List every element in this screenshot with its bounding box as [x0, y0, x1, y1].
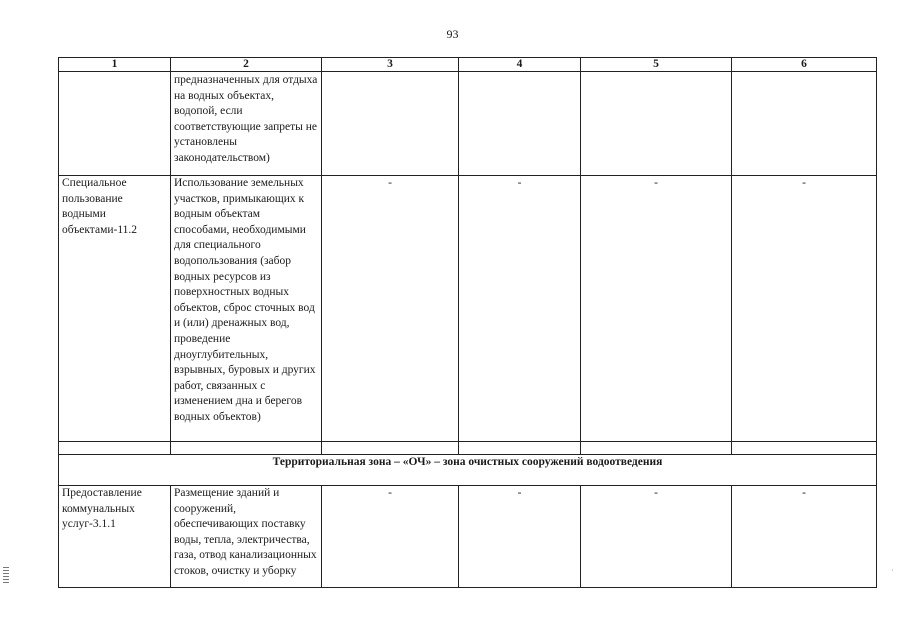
cell-col-5: -	[581, 176, 732, 442]
land-use-table	[58, 57, 877, 588]
cell-col-6: -	[732, 486, 877, 588]
zone-title: Территориальная зона – «ОЧ» – зона очистных сооружений водоотведения	[59, 455, 877, 486]
cell-col-4	[459, 72, 581, 176]
cell-col-6: -	[732, 176, 877, 442]
page-number: 93	[446, 27, 459, 41]
header-col-6: 6	[732, 58, 877, 72]
cell-col-3	[322, 72, 459, 176]
cell-col-6	[732, 72, 877, 176]
table-row-continuation	[59, 72, 877, 176]
scan-edge-dot: ·	[891, 566, 894, 575]
cell-use-name: Предоставление коммунальных услуг-3.1.1	[59, 486, 171, 588]
cell-use-description: Использование земельных участков, примыкающих к водным объектам способами, необходимыми для специального водопользования (забор водных ресурсов из поверхностных водных объектов, сброс сточных вод и (или) дренажных вод, проведение дноуглубительных, взрывных, буровых и других работ, связанных с изменением дна и берегов водных объектов)	[171, 176, 322, 442]
cell-col-3: -	[322, 176, 459, 442]
header-col-5: 5	[581, 58, 732, 72]
cell-col-5	[581, 72, 732, 176]
table-row-utility-services	[59, 486, 877, 588]
header-col-3: 3	[322, 58, 459, 72]
header-row	[59, 58, 877, 72]
cell-use-name: Специальное пользование водными объектами-11.2	[59, 176, 171, 442]
zone-heading-row	[59, 455, 877, 486]
table-row-special-water-use	[59, 176, 877, 442]
header-col-1: 1	[59, 58, 171, 72]
header-col-2: 2	[171, 58, 322, 72]
cell-use-description: Размещение зданий и сооружений, обеспечивающих поставку воды, тепла, электричества, газа, отвод канализационных стоков, очистку и уборку	[171, 486, 322, 588]
cell-col-4: -	[459, 176, 581, 442]
header-col-4: 4	[459, 58, 581, 72]
scan-edge-marks	[3, 567, 9, 585]
cell-use-description: предназначенных для отдыха на водных объектах, водопой, если соответствующие запреты не установлены законодательством)	[171, 72, 322, 176]
cell-use-name	[59, 72, 171, 176]
cell-col-3: -	[322, 486, 459, 588]
table-row-spacer	[59, 442, 877, 455]
cell-col-5: -	[581, 486, 732, 588]
cell-col-4: -	[459, 486, 581, 588]
